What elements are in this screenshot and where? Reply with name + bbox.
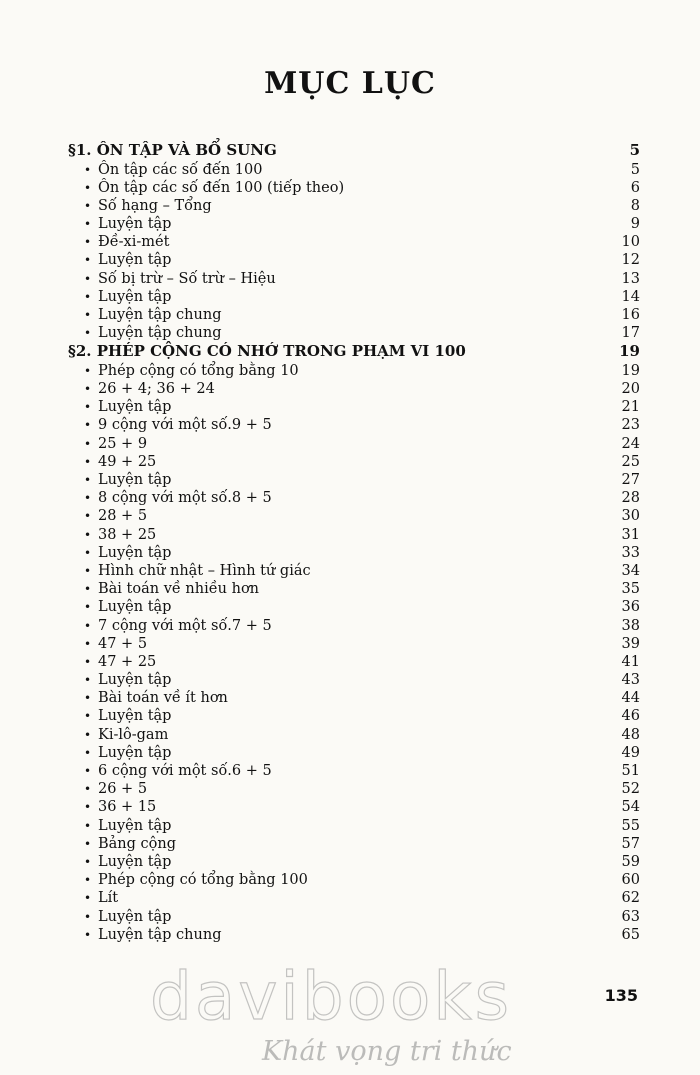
entry-title: Ôn tập các số đến 100 (tiếp theo) [98,179,345,196]
entry-title: 26 + 5 [98,781,148,798]
entry-title: Luyện tập [98,472,172,488]
toc-entry [68,689,640,707]
bullet-icon: • [84,691,92,706]
toc-entry [68,798,640,816]
entry-title: Lít [98,890,119,907]
entry-title: Luyện tập [98,744,172,761]
entry-title: Luyện tập [98,252,172,269]
entry-page: 49 [621,744,640,761]
entry-title: 36 + 15 [98,799,157,816]
toc-entry [68,324,640,342]
toc-entry [68,233,640,251]
bullet-icon: • [84,289,92,304]
toc-entry [68,889,640,907]
entry-page: 21 [621,399,640,416]
entry-title: 47 + 5 [98,635,148,652]
entry-page: 34 [621,562,640,579]
entry-page: 31 [621,526,640,543]
entry-page: 19 [621,362,640,379]
bullet-icon: • [84,308,92,322]
entry-page: 60 [621,872,640,889]
entry-page: 25 [621,453,640,470]
entry-page: 54 [621,799,640,816]
toc-section-heading [68,342,640,362]
entry-page: 17 [621,325,640,342]
entry-title: 25 + 9 [98,435,148,452]
entry-title: Phép cộng có tổng bằng 100 [98,872,308,889]
entry-page: 39 [621,635,640,652]
toc-entry [68,398,640,416]
entry-title: Ôn tập các số đến 100 [98,161,263,178]
entry-title: Luyện tập [98,599,172,616]
entry-page: 46 [621,708,640,725]
bullet-icon: • [84,909,92,924]
bullet-icon: • [84,180,92,195]
toc-entry [68,835,640,853]
bullet-icon: • [84,800,92,815]
entry-page: 35 [621,581,640,598]
entry-title: Luyện tập [98,399,172,416]
entry-title: 49 + 25 [98,453,157,470]
toc-entry [68,197,640,215]
entry-page: 38 [621,617,640,634]
entry-title: 7 cộng với một số.7 + 5 [98,617,272,634]
entry-page: 28 [621,490,640,507]
entry-page: 62 [621,890,640,907]
bullet-icon: • [84,363,92,378]
toc-entry [68,179,640,197]
bullet-icon: • [84,418,92,433]
entry-page: 5 [630,161,640,178]
watermark-slogan: Khát vọng tri thức [262,1036,512,1067]
bullet-icon: • [84,509,92,524]
bullet-icon: • [84,545,92,560]
entry-title: Luyện tập [98,908,172,925]
toc-entry [68,744,640,762]
entry-page: 43 [621,672,640,689]
section-title: §2. PHÉP CỘNG CÓ NHỚ TRONG PHẠM VI 100 [68,342,466,361]
entry-title: Ki-lô-gam [98,726,169,743]
bullet-icon: • [84,162,92,177]
entry-page: 51 [621,763,640,779]
entry-title: Đề-xi-mét [98,234,170,251]
section-title: §1. ÔN TẬP VÀ BỔ SUNG [68,141,277,159]
bullet-icon: • [84,253,92,268]
toc-entry [68,871,640,889]
entry-title: 26 + 4; 36 + 24 [98,381,215,398]
entry-page: 14 [621,288,640,305]
entry-title: Hình chữ nhật – Hình tứ giác [98,562,311,579]
toc-entry [68,251,640,269]
entry-page: 63 [621,908,640,925]
entry-page: 44 [621,690,640,707]
bullet-icon: • [84,491,92,506]
entry-title: Luyện tập [98,708,172,725]
toc-entry [68,270,640,288]
entry-page: 6 [630,179,640,196]
entry-title: 47 + 25 [98,653,157,670]
bullet-icon: • [84,400,92,415]
entry-title: 38 + 25 [98,526,157,543]
bullet-icon: • [84,873,92,888]
bullet-icon: • [84,745,92,760]
bullet-icon: • [84,582,92,597]
entry-page: 48 [621,726,640,743]
entry-page: 33 [621,544,640,561]
entry-page: 16 [621,307,640,323]
bullet-icon: • [84,618,92,633]
entry-title: Luyện tập chung [98,307,222,323]
toc-entry [68,362,640,380]
bullet-icon: • [84,854,92,869]
entry-title: 6 cộng với một số.6 + 5 [98,763,272,779]
toc-entry [68,161,640,179]
bullet-icon: • [84,836,92,851]
bullet-icon: • [84,382,92,397]
entry-page: 30 [621,508,640,525]
toc-entry [68,598,640,616]
entry-page: 36 [621,599,640,616]
entry-page: 59 [621,853,640,870]
entry-page: 13 [621,270,640,287]
toc-entry [68,471,640,489]
bullet-icon: • [84,600,92,615]
entry-page: 9 [630,216,640,233]
entry-title: Luyện tập [98,216,172,233]
bullet-icon: • [84,727,92,742]
entry-title: Luyện tập chung [98,325,222,342]
toc-entry [68,526,640,544]
entry-title: Số hạng – Tổng [98,197,212,214]
bullet-icon: • [84,527,92,542]
bullet-icon: • [84,636,92,651]
toc-entry [68,762,640,780]
toc-entry [68,489,640,507]
entry-title: Luyện tập [98,672,172,689]
entry-title: Luyện tập [98,853,172,870]
toc-entry [68,416,640,434]
bullet-icon: • [84,563,92,578]
toc-entry [68,580,640,598]
entry-title: Phép cộng có tổng bằng 10 [98,362,299,379]
entry-page: 52 [621,781,640,798]
bullet-icon: • [84,764,92,778]
entry-page: 65 [621,926,640,943]
bullet-icon: • [84,673,92,688]
bullet-icon: • [84,818,92,833]
toc-entry [68,453,640,471]
bullet-icon: • [84,473,92,487]
toc-entry [68,562,640,580]
entry-page: 23 [621,417,640,434]
bullet-icon: • [84,782,92,797]
entry-title: Luyện tập [98,817,172,834]
page-title: MỤC LỤC [264,66,436,101]
toc-entry [68,380,640,398]
table-of-contents [68,141,640,944]
section-page: 5 [629,141,640,159]
toc-entry [68,780,640,798]
toc-entry [68,707,640,725]
toc-entry [68,671,640,689]
entry-title: Bài toán về nhiều hơn [98,581,260,598]
toc-entry [68,544,640,562]
toc-entry [68,617,640,635]
entry-title: Bảng cộng [98,835,177,852]
toc-entry [68,435,640,453]
page-number: 135 [604,986,638,1005]
entry-title: Bài toán về ít hơn [98,690,228,707]
entry-page: 24 [621,435,640,452]
entry-page: 55 [621,817,640,834]
entry-page: 8 [630,197,640,214]
entry-page: 12 [621,252,640,269]
bullet-icon: • [84,271,92,286]
bullet-icon: • [84,891,92,906]
bullet-icon: • [84,927,92,942]
entry-title: Luyện tập chung [98,926,222,943]
bullet-icon: • [84,454,92,469]
bullet-icon: • [84,709,92,724]
entry-page: 20 [621,381,640,398]
entry-title: 28 + 5 [98,508,148,525]
bullet-icon: • [84,326,92,341]
toc-entry [68,306,640,324]
toc-entry [68,635,640,653]
toc-entry [68,653,640,671]
entry-title: Số bị trừ – Số trừ – Hiệu [98,270,276,287]
bullet-icon: • [84,217,92,232]
entry-title: Luyện tập [98,288,172,305]
entry-page: 41 [621,653,640,670]
entry-page: 27 [621,472,640,488]
toc-entry [68,926,640,944]
entry-title: 9 cộng với một số.9 + 5 [98,417,272,434]
toc-entry [68,288,640,306]
watermark-logo: davibooks [150,958,512,1035]
bullet-icon: • [84,198,92,213]
toc-entry [68,853,640,871]
toc-entry [68,215,640,233]
toc-entry [68,817,640,835]
toc-section-heading [68,141,640,161]
entry-page: 57 [621,835,640,852]
entry-title: 8 cộng với một số.8 + 5 [98,490,272,507]
toc-entry [68,908,640,926]
bullet-icon: • [84,654,92,669]
toc-entry [68,726,640,744]
bullet-icon: • [84,235,92,250]
entry-title: Luyện tập [98,544,172,561]
entry-page: 10 [621,234,640,251]
section-page: 19 [619,342,640,361]
toc-entry [68,507,640,525]
bullet-icon: • [84,436,92,451]
